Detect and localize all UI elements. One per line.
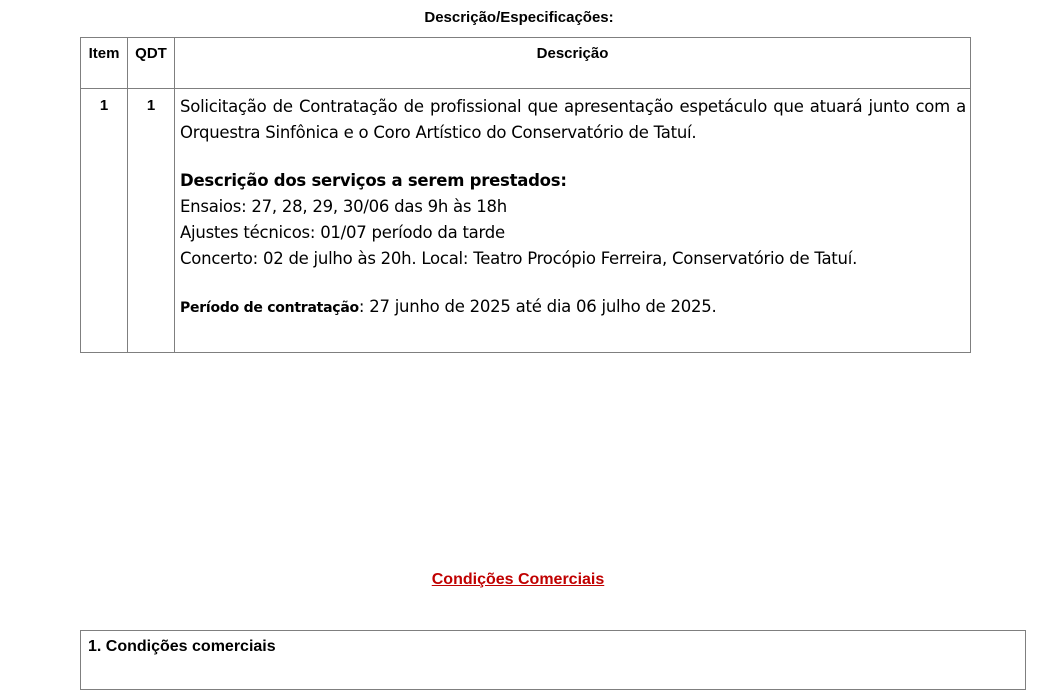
- header-qdt: QDT: [128, 38, 175, 89]
- table-header-row: [81, 38, 971, 89]
- item-description: [175, 89, 971, 353]
- table-row: [81, 89, 971, 353]
- commercial-conditions-title: Condições Comerciais: [431, 571, 605, 588]
- header-item: Item: [81, 38, 128, 89]
- item-number: 1: [81, 89, 128, 353]
- contract-period-value: : 27 junho de 2025 até dia 06 julho de 2025.: [358, 297, 717, 316]
- commercial-conditions-box: [80, 630, 1026, 690]
- item-quantity: 1: [128, 89, 175, 353]
- services-heading: Descrição dos serviços a serem prestados:: [180, 171, 567, 190]
- contract-period-label: Período de contratação: [180, 300, 359, 316]
- description-intro: Solicitação de Contratação de profissional que apresentação espetáculo que atuará junto com a Orquestra Sinfônica e o Coro Artístico do Conservatório de Tatuí.: [180, 97, 966, 142]
- commercial-conditions-box-title: 1. Condições comerciais: [88, 638, 276, 655]
- contract-period: [180, 294, 966, 321]
- service-technical-adjustments: Ajustes técnicos: 01/07 período da tarde: [180, 223, 505, 242]
- service-concert: Concerto: 02 de julho às 20h. Local: Teatro Procópio Ferreira, Conservatório de Tatuí.: [180, 249, 858, 268]
- header-description: Descrição: [175, 38, 971, 89]
- service-rehearsals: Ensaios: 27, 28, 29, 30/06 das 9h às 18h: [180, 197, 507, 216]
- section-title: Descrição/Especificações:: [424, 9, 614, 26]
- specification-table: [80, 37, 971, 353]
